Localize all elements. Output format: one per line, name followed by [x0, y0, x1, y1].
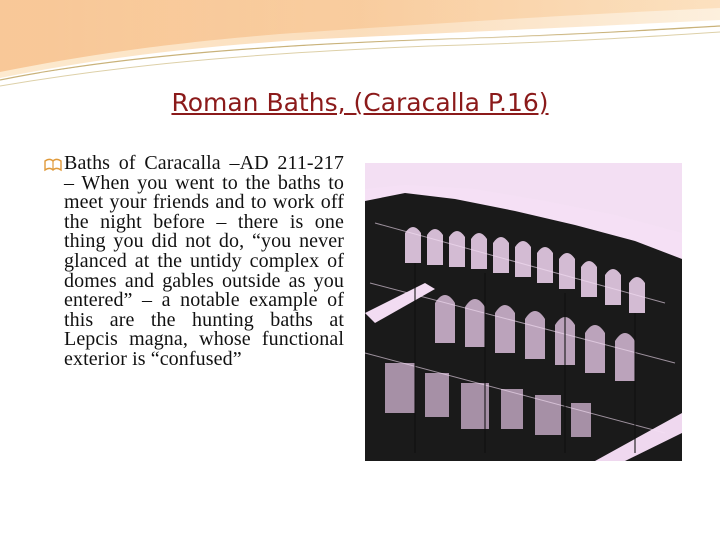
aerial-photo-ruins: [365, 163, 682, 461]
book-icon: [44, 158, 62, 172]
bullet-item: [44, 154, 344, 370]
header-wave-decoration: [0, 0, 720, 90]
bullet-text: Baths of Caracalla –AD 211-217 – When you went to the baths to meet your friends and to work off the night before – there is one thing you did not do, “you never glanced at the untidy complex of domes and gables outside as you entered” – a notable example of this are the hunting baths at Lepcis magna, whose functional exterior is “confused”: [64, 152, 344, 370]
slide-title: Roman Baths, (Caracalla P.16): [171, 88, 549, 117]
